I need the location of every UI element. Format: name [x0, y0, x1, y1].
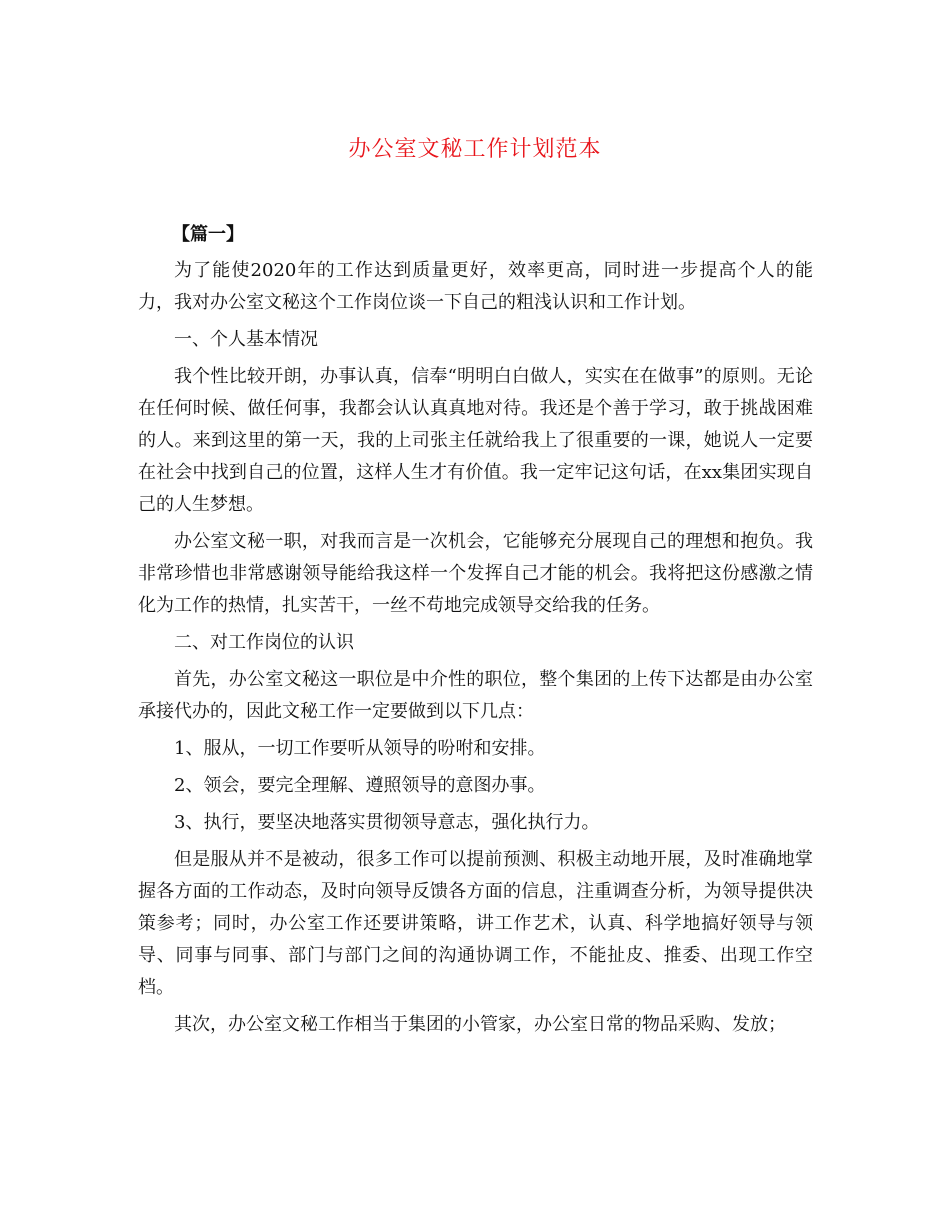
document-title: 办公室文秘工作计划范本 [348, 137, 602, 162]
paragraph-personality: 我个性比较开朗，办事认真，信奉“明明白白做人，实实在在做事”的原则。无论在任何时候、做任何事，我都会认认真真地对待。我还是个善于学习，敢于挑战困难的人。来到这里的第一天，我的上司张主任就给我上了很重要的一课，她说人一定要在社会中找到自己的位置，这样人生才有价值。我一定牢记这句话，在xx集团实现自己的人生梦想。 [138, 366, 813, 515]
heading-personal-info: 一、个人基本情况 [174, 329, 318, 350]
paragraph-opportunity: 办公室文秘一职，对我而言是一次机会，它能够充分展现自己的理想和抱负。我非常珍惜也非常感谢领导能给我这样一个发挥自己才能的机会。我将把这份感激之情化为工作的热情，扎实苦干，一丝不苟地完成领导交给我的任务。 [138, 531, 813, 616]
paragraph-second-point: 其次，办公室文秘工作相当于集团的小管家，办公室日常的物品采购、发放； [174, 1014, 786, 1035]
paragraph-first-point: 首先，办公室文秘这一职位是中介性的职位，整个集团的上传下达都是由办公室承接代办的，因此文秘工作一定要做到以下几点： [138, 669, 813, 722]
list-item-understand: 2、领会，要完全理解、遵照领导的意图办事。 [174, 775, 546, 796]
paragraph-intro: 为了能使2020年的工作达到质量更好，效率更高，同时进一步提高个人的能力，我对办公室文秘这个工作岗位谈一下自己的粗浅认识和工作计划。 [138, 260, 813, 313]
list-item-execute: 3、执行，要坚决地落实贯彻领导意志，强化执行力。 [174, 812, 600, 833]
section-label: 【篇一】 [172, 224, 244, 245]
heading-job-understanding: 二、对工作岗位的认识 [174, 632, 354, 653]
paragraph-proactive: 但是服从并不是被动，很多工作可以提前预测、积极主动地开展，及时准确地掌握各方面的工作动态，及时向领导反馈各方面的信息，注重调查分析，为领导提供决策参考；同时，办公室工作还要讲策略，讲工作艺术，认真、科学地搞好领导与领导、同事与同事、部门与部门之间的沟通协调工作，不能扯皮、推委、出现工作空档。 [138, 849, 813, 998]
document-body [138, 255, 813, 1046]
list-item-obey: 1、服从，一切工作要听从领导的吩咐和安排。 [174, 738, 546, 759]
